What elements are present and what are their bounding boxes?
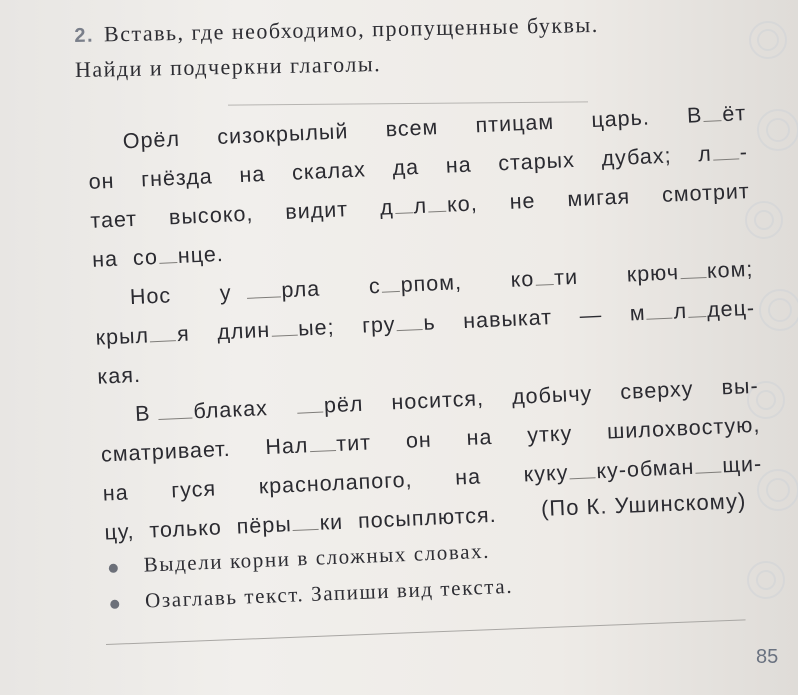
task-instruction-line-2: Найди и подчеркни глаголы.: [74, 51, 382, 82]
text-word: у: [219, 280, 233, 306]
word-with-blank: [134, 389, 268, 434]
text-word: дубах;: [600, 143, 673, 171]
task-heading: [74, 5, 755, 87]
page-number: 85: [756, 646, 779, 668]
text-word: Нос: [129, 283, 172, 310]
text-word: тит: [335, 430, 372, 456]
text-word: —: [579, 302, 603, 328]
text-word: ь: [422, 310, 437, 335]
blank-gap[interactable]: [394, 192, 413, 214]
blank-gap[interactable]: [271, 315, 298, 337]
blank-gap[interactable]: [535, 264, 554, 286]
text-word: ку-обман: [595, 454, 695, 484]
text-word: сматривает.: [100, 436, 232, 467]
text-word: только: [148, 515, 223, 543]
answer-line[interactable]: [106, 619, 746, 645]
text-word: л: [413, 193, 428, 219]
text-word: цу,: [104, 519, 135, 545]
text-word: царь.: [590, 105, 651, 133]
text-word: ёт: [721, 101, 747, 127]
text-word: добычу: [511, 381, 593, 409]
text-word: видит: [284, 197, 349, 225]
blank-gap[interactable]: [396, 309, 423, 331]
blank-gap[interactable]: [646, 298, 673, 320]
text-word: пёры: [236, 512, 293, 539]
word-with-blank: [510, 258, 579, 300]
word-with-blank: [265, 423, 372, 467]
text-word: ко: [510, 266, 535, 292]
text-word: л: [697, 141, 713, 167]
text-word: рла: [280, 276, 321, 303]
text-word: он: [88, 168, 115, 194]
word-with-blank: [132, 235, 225, 278]
text-word: птицам: [475, 109, 555, 138]
text-word: ти: [553, 264, 579, 290]
text-word: он: [405, 427, 433, 453]
text-word: вы-: [720, 373, 760, 400]
text-word: навыкат: [462, 305, 553, 334]
task-item: Выдели корни в сложных словах.: [108, 524, 709, 584]
word-with-blank: [626, 250, 754, 295]
text-word: не: [509, 188, 536, 214]
word-with-blank: [368, 263, 463, 306]
text-word: с: [368, 273, 382, 299]
text-word: на: [91, 246, 119, 272]
text-word: л: [672, 298, 688, 324]
word-with-blank: [295, 385, 364, 427]
text-word: ко,: [446, 191, 479, 217]
text-word: тает: [89, 206, 138, 233]
word-with-blank: [95, 315, 191, 358]
text-word: крюч: [626, 260, 680, 287]
text-word: длин: [216, 317, 271, 345]
text-word: куку: [523, 460, 569, 487]
text-word: блаках: [192, 396, 269, 424]
blank-gap[interactable]: [296, 392, 323, 414]
text-word: всем: [385, 115, 439, 142]
word-with-blank: [379, 184, 478, 227]
text-word: крыл: [95, 323, 150, 350]
text-word: смотрит: [661, 178, 751, 207]
text-word: кая.: [96, 362, 142, 389]
blank-gap[interactable]: [703, 100, 722, 122]
text-word: высоко,: [168, 201, 254, 230]
text-word: -: [739, 140, 749, 165]
text-word: м: [629, 300, 647, 326]
blank-gap[interactable]: [712, 138, 739, 160]
text-word: мигая: [566, 184, 631, 212]
text-word: на: [466, 424, 493, 451]
text-word: д: [379, 195, 395, 220]
text-word: шилохвостую,: [606, 412, 761, 444]
text-word: сверху: [619, 376, 694, 405]
text-word: сизокрылый: [216, 119, 349, 150]
word-with-blank: [219, 270, 321, 314]
text-word: со: [132, 244, 159, 270]
text-word: В: [686, 103, 703, 128]
blank-gap[interactable]: [292, 509, 319, 531]
blank-gap[interactable]: [158, 397, 193, 420]
text-word: Нал: [264, 433, 309, 460]
text-word: нце.: [177, 241, 225, 268]
blank-gap[interactable]: [149, 320, 176, 342]
task-number: 2.: [74, 24, 95, 47]
blank-gap[interactable]: [695, 452, 722, 474]
exercise-text: [86, 94, 765, 552]
text-word: носится,: [390, 386, 485, 415]
text-word: я: [176, 321, 191, 347]
word-with-blank: [697, 133, 748, 174]
blank-gap[interactable]: [158, 242, 177, 264]
task-item: Озаглавь текст. Запиши вид текста.: [109, 560, 710, 620]
word-with-blank: [361, 303, 436, 345]
blank-gap[interactable]: [381, 271, 400, 293]
text-word: ком;: [706, 256, 754, 283]
text-word: краснолапого,: [258, 467, 413, 499]
text-word: гуся: [170, 476, 217, 503]
bullet-dot-icon: [109, 563, 118, 572]
text-word: да: [391, 154, 420, 181]
text-word: ые;: [297, 314, 336, 341]
text-author: (По К. Ушинскому): [540, 488, 747, 521]
text-word: утку: [526, 421, 573, 448]
text-word: Орёл: [122, 126, 181, 154]
blank-gap[interactable]: [687, 296, 706, 318]
text-word: щи-: [721, 451, 763, 478]
text-word: ки: [319, 509, 344, 535]
blank-gap[interactable]: [569, 457, 596, 479]
word-with-blank: [629, 289, 756, 334]
text-word: рёл: [323, 391, 364, 418]
text-word: старых: [497, 147, 576, 176]
word-with-blank: [216, 308, 335, 352]
text-word: на: [445, 152, 473, 178]
text-word: гнёзда: [140, 164, 214, 192]
text-word: дец-: [706, 295, 756, 323]
text-word: В: [134, 401, 152, 427]
text-word: гру: [361, 312, 396, 338]
text-word: рпом,: [400, 270, 463, 297]
blank-gap[interactable]: [309, 430, 336, 452]
text-word: на: [102, 480, 130, 506]
blank-gap[interactable]: [427, 191, 446, 213]
text-word: на: [238, 161, 266, 188]
bullet-dot-icon: [110, 599, 119, 608]
text-word: скалах: [291, 157, 367, 185]
blank-gap[interactable]: [246, 276, 281, 299]
blank-gap[interactable]: [679, 257, 706, 279]
text-word: на: [454, 464, 482, 490]
task-instruction-line-1: Вставь, где необходимо, пропущенные буквы.: [103, 11, 599, 47]
text-word: посыплются.: [357, 502, 498, 534]
word-with-blank: [686, 94, 747, 136]
